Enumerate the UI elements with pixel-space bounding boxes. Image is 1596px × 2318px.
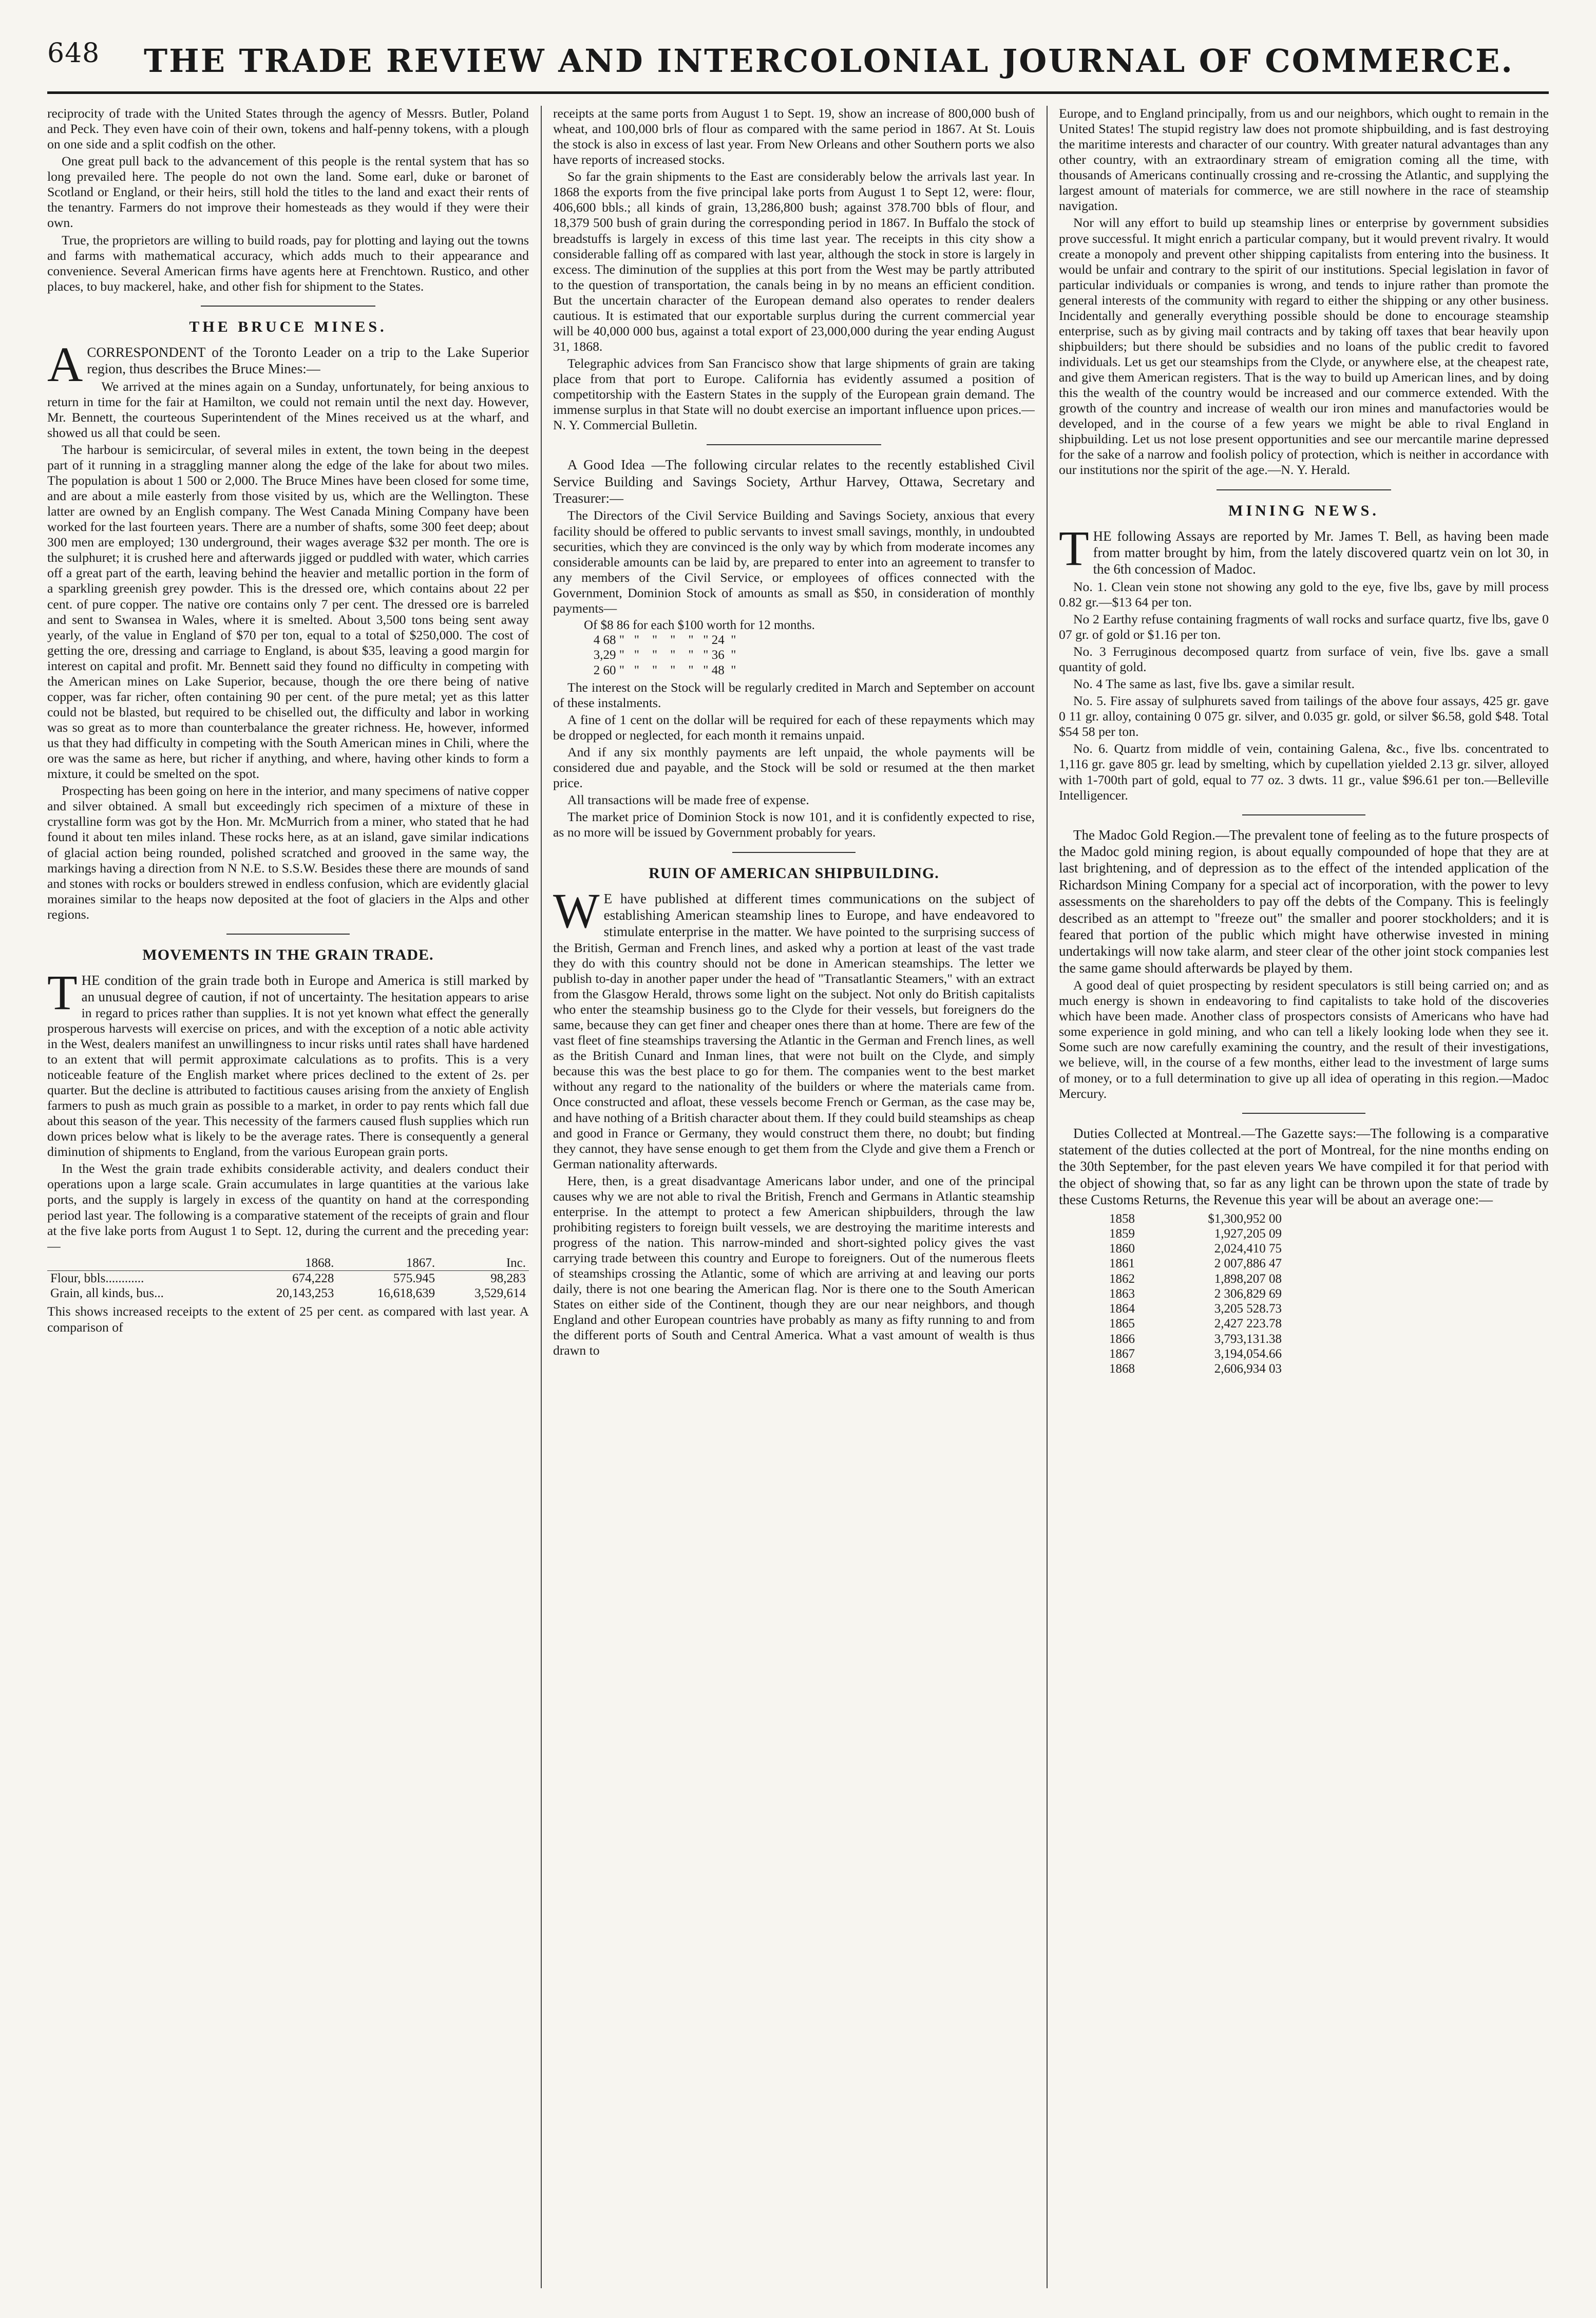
amount-cell: 2,427 223.78	[1214, 1317, 1282, 1331]
intro-article	[47, 106, 529, 294]
year-cell: 1862	[1109, 1271, 1135, 1286]
section-separator	[201, 306, 375, 307]
rate-line: 4 68 " " " " " " 24 "	[584, 633, 736, 648]
column-1	[47, 106, 529, 2288]
rate-line: 3,29 " " " " " " 36 "	[584, 648, 736, 662]
newspaper-page	[47, 30, 1549, 2289]
drop-cap: W	[553, 883, 600, 938]
lead-paragraph: The Madoc Gold Region.—The prevalent tone of feeling as to the future prospects of the Madoc gold mining region, is about equally compounded of hope that they are at last brightening, and of depression as to the effect of the intended application of the Richardson Mining Company for a special act of incorporation, with the power to levy assessments on the shareholders to pay off the debts of the Company. This is feelingly described as an attempt to "freeze out" the smaller and poorer stockholders; and it is feared that portion of the public which might have otherwise invested in mining undertakings will now take alarm, and steer clear of the other joint stock companies lest the same game should afterwards be played by them.	[1059, 827, 1549, 976]
paragraph: No. 1. Clean vein stone not showing any gold to the eye, five lbs, gave by mill process 0.82 gr.—$13 64 per ton.	[1059, 579, 1549, 610]
table-row	[1105, 1346, 1286, 1361]
section-heading: THE BRUCE MINES.	[189, 318, 387, 335]
year-cell: 1858	[1109, 1211, 1135, 1226]
lead-text: HE condition of the grain trade both in Europe and America is still marked by an unusual degree of caution, if not of uncertainty.	[81, 972, 529, 1005]
table-row	[1105, 1332, 1286, 1346]
lead-text: CORRESPONDENT of the Toronto Leader on a trip to the Lake Superior region, thus describes the Bruce Mines:—	[87, 344, 529, 377]
amount-cell: 1,927,205 09	[1214, 1226, 1282, 1241]
paragraph: The Directors of the Civil Service Building and Savings Society, anxious that every facility should be offered to public servants to invest small savings, monthly, in undoubted securities, which they are convinced is the only way by which from moderate incomes any considerable amounts can be laid by, are prepared to enter into an agreement to transfer to any members of the Civil Service, or employees of offices connected with the Government, Dominion Stock of amounts as small as $50, in consideration of monthly payments—	[553, 508, 1035, 616]
lead-text: E have published at different times communications on the subject of establishing American steamship lines to Europe, and have endeavored to stimulate enterprise in the matter.	[603, 890, 1035, 940]
page-number: 648	[47, 38, 100, 69]
year-cell: 1868	[1109, 1362, 1135, 1376]
paragraph: In the West the grain trade exhibits considerable activity, and dealers conduct their operations upon a large scale. Grain accumulates in large quantities at the various lake ports, and the supply is largely in excess of the quantity on hand at the corresponding period last year. The following is a comparative statement of the receipts of grain and flour at the five lake ports from August 1 to Sept. 12, during the current and the preceding year:—	[47, 1161, 529, 1253]
paragraph: A good deal of quiet prospecting by resident speculators is still being carried on; and as much energy is shown in endeavoring to find capitalists to take hold of the discoveries which have been made. Another class of prospectors consists of Americans who have had some experience in gold mining, and who can tell a likely looking lode when they see it. Some such are now carefully examining the country, and the result of their investigations, we believe, will, in the course of a few months, either lead to the investment of large sums of money, or to a full determination to give up all idea of operating in this region.—Madoc Mercury.	[1059, 978, 1549, 1101]
paragraph: No 2 Earthy refuse containing fragments of wall rocks and surface quartz, five lbs, gave 0 07 gr. of gold or $1.16 per ton.	[1059, 611, 1549, 642]
amount-cell: 2 306,829 69	[1214, 1286, 1282, 1301]
section-separator	[1217, 489, 1391, 490]
section-separator	[707, 444, 881, 445]
column-header: 1868.	[236, 1256, 337, 1271]
table-cell: Grain, all kinds, bus...	[50, 1286, 164, 1301]
amount-cell: 3,793,131.38	[1214, 1332, 1282, 1346]
column-3	[1059, 106, 1549, 2288]
grain-receipts-table	[47, 1256, 529, 1301]
bruce-mines-article	[47, 318, 529, 922]
table-row	[1105, 1361, 1286, 1376]
table-header-row	[47, 1256, 529, 1271]
paragraph: This shows increased receipts to the extent of 25 per cent. as compared with last year. A comparison of	[47, 1304, 529, 1335]
duties-article	[1059, 1125, 1549, 1377]
amount-cell: 2,606,934 03	[1214, 1362, 1282, 1376]
grain-trade-continued	[553, 106, 1035, 433]
column-divider	[541, 106, 542, 2288]
rate-line: Of $8 86 for each $100 worth for 12 months.	[584, 618, 815, 632]
paragraph: And if any six monthly payments are left unpaid, the whole payments will be considered due and payable, and the Stock will be sold or resumed at the then market price.	[553, 745, 1035, 791]
table-row	[1105, 1256, 1286, 1271]
table-cell: 3,529,614	[474, 1286, 526, 1301]
grain-trade-article	[47, 946, 529, 1335]
section-separator	[226, 934, 350, 935]
table-row	[47, 1270, 529, 1286]
mining-news-article	[1059, 502, 1549, 803]
paragraph: Telegraphic advices from San Francisco show that large shipments of grain are taking place from that port to Europe. California has evidently assumed a position of competitorship with the Eastern States in the supply of the European grain demand. The immense surplus in that State will no doubt exercise an important influence upon prices.—N. Y. Commercial Bulletin.	[553, 356, 1035, 433]
paragraph: One great pull back to the advancement of this people is the rental system that has so long prevailed here. The people do not own the land. Some earl, duke or baronet of Scotland or England, or their heirs, still hold the titles to the land and exact their rents of the tenantry. Farmers do not improve their homesteads as they would if they were their own.	[47, 154, 529, 231]
drop-cap: T	[1059, 520, 1089, 576]
lead-text: HE following Assays are reported by Mr. James T. Bell, as having been made from matter brought by him, from the lately discovered quartz vein on lot 30, in the 6th concession of Madoc.	[1093, 528, 1549, 577]
table-row	[1105, 1241, 1286, 1256]
paragraph: Prospecting has been going on here in the interior, and many specimens of native copper and silver obtained. A small but exceedingly rich specimen of a mixture of these in crystalline form was got by the Hon. Mr. McMurrich from a miner, who stated that he had found it about ten miles inland. These rocks here, as at an island, gave similar indications of glacial action being rounded, polished scratched and grooved in the same way, the markings having a direction from N N.E. to S.S.W. Besides these there are mounds of sand and stones with rocks or boulders strewed in endless confusion, which are evidently glacial moraines similar to the heaps now deposited at the foot of glaciers in the Alps and other regions.	[47, 783, 529, 922]
amount-cell: 2 007,886 47	[1214, 1257, 1282, 1271]
section-heading: RUIN OF AMERICAN SHIPBUILDING.	[649, 864, 939, 882]
paragraph: A fine of 1 cent on the dollar will be required for each of these repayments which may be dropped or neglected, for each month it remains unpaid.	[553, 712, 1035, 743]
year-cell: 1865	[1109, 1317, 1135, 1331]
paragraph: So far the grain shipments to the East are considerably below the arrivals last year. In 1868 the exports from the five principal lake ports from August 1 to Sept 12, were: flour, 406,600 bbls.; all kinds of grain, 13,286,800 bush; against 378.700 bbls of flour, and 18,379 500 bush of grain during the corresponding period in 1867. In Buffalo the stock of breadstuffs is largely in excess of this time last year. The receipts in this city show a considerable falling off as compared with last year, although the stock in store is largely in excess. The diminution of the supplies at this port from the West may be partly attributed to the question of transportation, the canals being in by no means an efficient condition. But the uncertain character of the European demand also operates to render dealers cautious. It is estimated that our exportable surplus during the current commercial year will be 40,000 000 bus, against a total export of 23,000,000 during the year ending August 31, 1868.	[553, 169, 1035, 354]
column-2	[553, 106, 1035, 2288]
paragraph: We arrived at the mines again on a Sunday, unfortunately, for being anxious to return in time for the fair at Hamilton, we could not remain until the next day. However, Mr. Bennett, the courteous Superintendent of the Mines received us at the wharf, and showed us all that could be seen.	[47, 378, 529, 440]
table-cell: 575.945	[393, 1271, 435, 1285]
amount-cell: 3,194,054.66	[1214, 1346, 1282, 1361]
drop-cap: T	[47, 964, 78, 1020]
table-row	[1105, 1226, 1286, 1241]
lead-rest: We have pointed to the surprising success of the British, German and French lines, and asked why a portion at least of the vast trade they do with this country should not be done in American steamships. The letter we publish to-day in another paper under the head of "Transatlantic Steamers," with an extract from the Glasgow Herald, throws some light on the subject. Not only do British capitalists who enter the steamship business go to the Clyde for their vessels, but foreigners do the same, because they can get finer and cheaper ones there than at home. There are few of the vast fleet of fine steamships traversing the Atlantic in the German and French lines, as well as the British Cunard and Inman lines, that were not built on the Clyde, and simply because this was the best place to go for them. The companies went to the best market without any regard to the nationality of the builders or where the materials came from. Once constructed and afloat, these vessels become French or German, as the case may be, and have nothing of a British character about them. If they could build steamships as cheap and good in France or Germany, they would construct them there, no doubt; but finding they cannot, they have sense enough to get them from the Clyde and give them a French or German nationality afterwards.	[553, 924, 1035, 1171]
paragraph: Here, then, is a great disadvantage Americans labor under, and one of the principal causes why we are not able to rival the British, French and Germans in Atlantic steamship enterprise. In the attempt to protect a few American shipbuilders, through the law prohibiting registers to foreign built vessels, we are destroying the maritime interests and progress of the nation. This narrow-minded and short-sighted policy gives the vast carrying trade between this country and Europe to foreigners. Out of the numerous fleets of steamships crossing the Atlantic, some of which are arriving at and leaving our ports daily, there is not one bearing the American flag. Nor is there one to the South American States on either side of the Continent, though they are our near neighbors, and though England and other European countries have probably as many as fifty running to and from the different ports of South and Central America. What a vast amount of wealth is thus drawn to	[553, 1173, 1035, 1358]
duties-table	[1105, 1211, 1286, 1377]
payment-rates	[584, 618, 1035, 678]
paragraph: The interest on the Stock will be regularly credited in March and September on account of these instalments.	[553, 679, 1035, 710]
table-row	[1105, 1301, 1286, 1316]
paragraph: Nor will any effort to build up steamship lines or enterprise by government subsidies prove successful. It might enrich a particular company, but it would prevent rivalry. It would create a monopoly and prevent other shipping capitalists from entering into the business. It would be unfair and contrary to the spirit of our institutions. Special legislation in favor of particular individuals or companies is wrong, and tends to injure rather than promote the general interests of the community with regard to either the shipping or any other business. Incidentally and generally everything possible should be done to encourage steamship enterprise, such as by giving mail contracts and by taking off taxes that bear heavily upon shipbuilders; but there should be subsidies and no loans of the public credit to favored individuals. Let us get our steamships from the Clyde, or anywhere else, at the cheapest rate, and give them American registers. That is the way to build up American lines, and by doing this the wealth of the country would be increased and our commerce extended. With the growth of the country and increase of wealth our iron mines and manufactories would be developed, and in the course of a few years we might be able to rival England in shipbuilding. Let us not lose present opportunities and see our mercantile marine depressed for the sake of a narrow and foolish policy of protection, which is neither in accordance with our institutions nor the spirit of the age.—N. Y. Herald.	[1059, 215, 1549, 478]
column-header	[47, 1256, 236, 1271]
section-separator	[1242, 814, 1365, 815]
column-header: 1867.	[337, 1256, 438, 1271]
paragraph: reciprocity of trade with the United States through the agency of Messrs. Butler, Poland and Peck. They even have coin of their own, tokens and half-penny tokens, with a plough on one side and a split codfish on the other.	[47, 106, 529, 152]
table-cell: 20,143,253	[276, 1286, 334, 1301]
lead-paragraph	[1059, 520, 1549, 578]
column-header: Inc.	[438, 1256, 529, 1271]
table-row	[47, 1286, 529, 1301]
paragraph: No. 6. Quartz from middle of vein, containing Galena, &c., five lbs. concentrated to 1,116 gr. gave 805 gr. lead by smelting, which by cupellation yielded 2.13 gr. silver, alloyed with 1-700th part of gold, equal to 77 oz. 3 dwts. 11 gr., value $96.61 per ton.—Belleville Intelligencer.	[1059, 741, 1549, 803]
article-columns	[47, 106, 1549, 2288]
section-heading: MOVEMENTS IN THE GRAIN TRADE.	[142, 946, 434, 963]
year-cell: 1867	[1109, 1346, 1135, 1361]
amount-cell: $1,300,952 00	[1208, 1211, 1282, 1226]
column-divider	[1047, 106, 1048, 2288]
year-cell: 1861	[1109, 1257, 1135, 1271]
table-row	[1105, 1211, 1286, 1226]
lead-paragraph	[47, 964, 529, 1160]
year-cell: 1866	[1109, 1332, 1135, 1346]
paragraph: True, the proprietors are willing to build roads, pay for plotting and laying out the towns and farms with mathematical accuracy, which adds much to their appearance and convenience. Several American firms have agents here at Frenchtown. Rustico, and other places, to buy mackerel, hake, and other fish for shipment to the States.	[47, 232, 529, 294]
paragraph: receipts at the same ports from August 1 to Sept. 19, show an increase of 800,000 bush of wheat, and 100,000 brls of flour as compared with the same period in 1867. At St. Louis the stock is also in excess of last year. From New Orleans and other Southern ports we also have reports of increased stocks.	[553, 106, 1035, 167]
paragraph: No. 3 Ferruginous decomposed quartz from surface of vein, five lbs. gave a small quantity of gold.	[1059, 644, 1549, 675]
masthead	[47, 30, 1549, 94]
amount-cell: 2,024,410 75	[1214, 1242, 1282, 1256]
rate-line: 2 60 " " " " " " 48 "	[584, 663, 736, 677]
table-row	[1105, 1286, 1286, 1301]
table-row	[1105, 1271, 1286, 1286]
paragraph: No. 5. Fire assay of sulphurets saved from tailings of the above four assays, 425 gr. gave 0 11 gr. alloy, containing 0 075 gr. silver, and 0.035 gr. gold, or silver $6.58, gold $48. Total $54 58 per ton.	[1059, 693, 1549, 739]
section-heading: MINING NEWS.	[1228, 502, 1379, 519]
lead-paragraph	[47, 336, 529, 392]
shipbuilding-article	[553, 864, 1035, 1359]
lead-paragraph: A Good Idea —The following circular relates to the recently established Civil Service Building and Savings Society, Arthur Harvey, Ottawa, Secretary and Treasurer:—	[553, 457, 1035, 506]
amount-cell: 3,205 528.73	[1214, 1302, 1282, 1316]
year-cell: 1860	[1109, 1242, 1135, 1256]
lead-paragraph	[553, 883, 1035, 1172]
paragraph: All transactions will be made free of expense.	[567, 792, 809, 808]
table-cell: Flour, bbls............	[50, 1271, 144, 1285]
lead-rest: The hesitation appears to arise in regard to prices rather than supplies. It is not yet known what effect the generally prosperous harvests will exercise on prices, and with the exception of a notic able activity in the West, dealers manifest an unwillingness to incur risks until rates shall have hardened to an extent that will permit approximate calculations as to profits. This is a very noticeable feature of the English market where prices declined to the extent of 2s. per quarter. But the decline is attributed to factitious causes arising from the anxiety of English farmers to push as much grain as possible to a market, in order to pay rents which fall due about this season of the year. This necessity of the farmers caused flush supplies which run down prices below what is likely to be the average rates. There is consequently a general diminution of shipments to England, from the various European grain ports.	[47, 990, 529, 1160]
journal-title: THE TRADE REVIEW AND INTERCOLONIAL JOURNAL OF COMMERCE.	[143, 42, 1514, 80]
year-cell: 1859	[1109, 1226, 1135, 1241]
paragraph: Europe, and to England principally, from us and our neighbors, which ought to remain in the United States! The stupid registry law does not promote shipbuilding, and is fast destroying the maritime interests and character of our country. With greater natural advantages than any other country, with an extraordinary stream of emigration coming all the time, with thousands of Americans continually crossing and re-crossing the Atlantic, and supplying the largest amount of materials for commerce, we are still nowhere in the race of steamship navigation.	[1059, 106, 1549, 214]
paragraph: No. 4 The same as last, five lbs. gave a similar result.	[1073, 676, 1355, 692]
section-separator	[1242, 1113, 1365, 1114]
year-cell: 1864	[1109, 1302, 1135, 1316]
amount-cell: 1,898,207 08	[1214, 1271, 1282, 1286]
section-separator	[732, 852, 856, 853]
year-cell: 1863	[1109, 1286, 1135, 1301]
madoc-article	[1059, 827, 1549, 1101]
good-idea-article	[553, 457, 1035, 840]
table-row	[1105, 1316, 1286, 1331]
lead-paragraph: Duties Collected at Montreal.—The Gazette says:—The following is a comparative statement of the duties collected at the port of Montreal, for the nine months ending on the 30th September, for the past eleven years We have compiled it for that period with the object of showing that, so far as any light can be thrown upon the state of trade by these Customs Returns, the Revenue this year will be about an average one:—	[1059, 1125, 1549, 1208]
paragraph: The harbour is semicircular, of several miles in extent, the town being in the deepest part of it running in a straggling manner along the edge of the lake for about two miles. The population is about 1 500 or 2,000. The Bruce Mines have been closed for some time, and are about a mile easterly from those visited by us, which are the Wellington. These latter are owned by an English company. The West Canada Mining Company have been worked for the last fourteen years. There are a number of shafts, some 300 feet deep; about 300 men are employed; 130 underground, their wages average $32 per month. The ore is the sulphuret; it is crushed here and afterwards jigged or puddled with water, which carries off a great part of the earth, leaving behind the heavier and metallic portion in the form of a sparkling greenish grey powder. This is the dressed ore, which contains about 22 per cent. of pure copper. The native ore contains only 7 per cent. The dressed ore is barreled and sent to Swansea in Wales, where it is smelted. About 3,500 tons being sent away yearly, of the value in England of $70 per ton, equal to a total of $250,000. The cost of getting the ore, dressing and carriage to England, is about $35, leaving a good margin for interest on capital and profit. Mr. Bennett said they found no difficulty in competing with the American mines on Lake Superior, because, though the ore there being of native copper, was far richer, often containing 90 per cent. of the pure metal; yet as this latter could not be blasted, but required to be chiselled out, the difficulty and labor in working was so great as to more than counterbalance the greater richness. He, however, informed us that they had difficulty in competing with the South American mines in Chili, where the ore was the same as here, but richer if anything, and where, having other kinds to form a mixture, it could be smelted on the spot.	[47, 442, 529, 782]
table-cell: 674,228	[292, 1271, 334, 1285]
table-cell: 98,283	[490, 1271, 526, 1285]
drop-cap: A	[47, 336, 83, 392]
paragraph: The market price of Dominion Stock is now 101, and it is confidently expected to rise, as no more will be issued by Government probably for years.	[553, 809, 1035, 840]
table-cell: 16,618,639	[377, 1286, 435, 1301]
shipbuilding-continued	[1059, 106, 1549, 478]
